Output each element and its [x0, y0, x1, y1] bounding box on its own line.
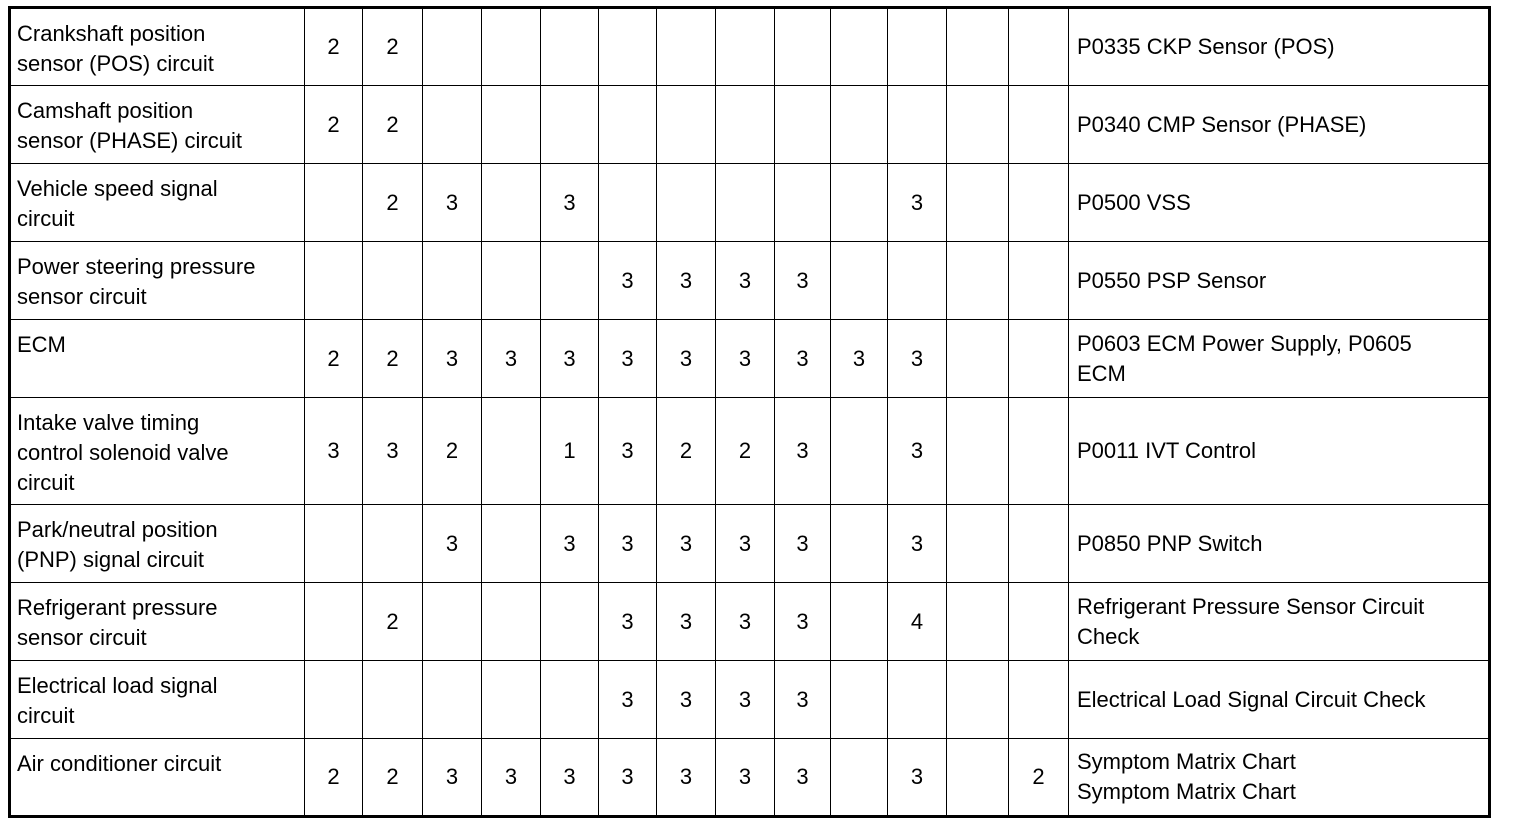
reference-text: P0850 PNP Switch — [1077, 530, 1263, 556]
symptom-cell: 3 — [482, 320, 541, 398]
symptom-cell — [947, 164, 1009, 242]
symptom-cell — [831, 398, 888, 505]
symptom-cell: 3 — [716, 661, 775, 739]
table-row — [10, 86, 1490, 164]
symptom-cell: 1 — [541, 398, 599, 505]
symptom-cell: 3 — [657, 320, 716, 398]
symptom-cell — [947, 8, 1009, 86]
table-row — [10, 8, 1490, 86]
item-cell — [10, 583, 305, 661]
symptom-cell — [947, 661, 1009, 739]
symptom-cell — [305, 583, 363, 661]
symptom-cell: 3 — [831, 320, 888, 398]
symptom-cell: 3 — [716, 739, 775, 817]
symptom-cell — [1009, 398, 1069, 505]
table-row — [10, 164, 1490, 242]
reference-cell — [1069, 164, 1490, 242]
symptom-cell: 3 — [775, 398, 831, 505]
symptom-cell — [541, 583, 599, 661]
symptom-cell — [482, 661, 541, 739]
symptom-cell — [482, 164, 541, 242]
table-row — [10, 242, 1490, 320]
symptom-cell: 2 — [657, 398, 716, 505]
symptom-cell — [888, 242, 947, 320]
symptom-cell — [775, 8, 831, 86]
symptom-cell — [363, 242, 423, 320]
symptom-cell: 3 — [775, 661, 831, 739]
symptom-cell — [947, 320, 1009, 398]
item-text: Refrigerant pressure sensor circuit — [17, 595, 218, 650]
symptom-cell — [305, 661, 363, 739]
item-cell — [10, 242, 305, 320]
item-text: Crankshaft position sensor (POS) circuit — [17, 21, 214, 76]
item-cell — [10, 739, 305, 817]
symptom-cell: 3 — [657, 661, 716, 739]
symptom-cell — [482, 398, 541, 505]
reference-text: P0340 CMP Sensor (PHASE) — [1077, 111, 1367, 137]
reference-cell — [1069, 505, 1490, 583]
table-row — [10, 505, 1490, 583]
symptom-cell: 3 — [423, 164, 482, 242]
symptom-cell — [305, 164, 363, 242]
item-text: Power steering pressure sensor circuit — [17, 254, 256, 309]
symptom-cell — [423, 8, 482, 86]
symptom-cell — [657, 164, 716, 242]
symptom-cell: 3 — [888, 739, 947, 817]
reference-cell — [1069, 739, 1490, 817]
symptom-cell — [716, 8, 775, 86]
symptom-cell — [947, 583, 1009, 661]
symptom-cell: 3 — [599, 242, 657, 320]
symptom-cell — [482, 505, 541, 583]
symptom-cell: 3 — [716, 505, 775, 583]
symptom-cell: 3 — [775, 505, 831, 583]
reference-text: P0603 ECM Power Supply, P0605 ECM — [1077, 330, 1412, 386]
symptom-cell — [831, 8, 888, 86]
symptom-cell — [888, 86, 947, 164]
item-cell — [10, 661, 305, 739]
symptom-cell — [482, 242, 541, 320]
symptom-cell: 2 — [363, 8, 423, 86]
reference-text: P0550 PSP Sensor — [1077, 267, 1267, 293]
item-text: Vehicle speed signal circuit — [17, 176, 218, 231]
symptom-cell — [831, 505, 888, 583]
symptom-cell — [423, 583, 482, 661]
symptom-cell: 3 — [888, 320, 947, 398]
symptom-cell — [599, 164, 657, 242]
symptom-cell: 3 — [657, 505, 716, 583]
symptom-cell: 2 — [305, 320, 363, 398]
item-text: Intake valve timing control solenoid valve circuit — [17, 410, 229, 495]
symptom-cell — [482, 583, 541, 661]
symptom-cell: 3 — [541, 505, 599, 583]
symptom-cell: 3 — [775, 320, 831, 398]
symptom-cell: 3 — [363, 398, 423, 505]
reference-text: P0011 IVT Control — [1077, 438, 1256, 463]
reference-cell — [1069, 661, 1490, 739]
reference-text: P0335 CKP Sensor (POS) — [1077, 34, 1335, 59]
symptom-cell — [363, 505, 423, 583]
symptom-cell: 3 — [541, 164, 599, 242]
symptom-cell: 3 — [888, 398, 947, 505]
symptom-cell: 3 — [599, 739, 657, 817]
symptom-cell — [305, 505, 363, 583]
table-row — [10, 661, 1490, 739]
symptom-cell — [1009, 8, 1069, 86]
item-text: Electrical load signal circuit — [17, 673, 218, 728]
symptom-cell: 2 — [363, 583, 423, 661]
symptom-cell: 3 — [599, 398, 657, 505]
symptom-cell: 3 — [775, 583, 831, 661]
table-row — [10, 398, 1490, 505]
matrix-body — [10, 8, 1490, 817]
reference-text: Refrigerant Pressure Sensor Circuit Check — [1077, 593, 1425, 649]
item-text: Air conditioner circuit — [17, 751, 222, 776]
reference-text: Symptom Matrix Chart Symptom Matrix Chart — [1077, 749, 1296, 804]
symptom-cell — [541, 661, 599, 739]
symptom-cell: 3 — [541, 320, 599, 398]
symptom-cell: 3 — [599, 320, 657, 398]
reference-text: P0500 VSS — [1077, 189, 1191, 215]
symptom-cell: 4 — [888, 583, 947, 661]
symptom-cell — [599, 86, 657, 164]
item-cell — [10, 8, 305, 86]
symptom-cell: 3 — [599, 505, 657, 583]
symptom-cell: 3 — [716, 583, 775, 661]
reference-text: Electrical Load Signal Circuit Check — [1077, 686, 1426, 712]
symptom-cell: 3 — [599, 661, 657, 739]
symptom-cell: 2 — [363, 739, 423, 817]
table-row — [10, 320, 1490, 398]
symptom-cell: 3 — [716, 320, 775, 398]
symptom-cell: 3 — [599, 583, 657, 661]
symptom-cell: 2 — [305, 8, 363, 86]
symptom-cell — [541, 86, 599, 164]
symptom-cell — [775, 164, 831, 242]
symptom-cell — [831, 661, 888, 739]
symptom-cell — [657, 86, 716, 164]
symptom-cell: 3 — [775, 739, 831, 817]
symptom-cell: 3 — [657, 583, 716, 661]
symptom-cell: 2 — [363, 86, 423, 164]
symptom-cell — [305, 242, 363, 320]
symptom-cell — [1009, 661, 1069, 739]
symptom-cell — [947, 242, 1009, 320]
symptom-cell: 2 — [305, 86, 363, 164]
symptom-cell — [1009, 242, 1069, 320]
symptom-cell: 3 — [305, 398, 363, 505]
table-row — [10, 583, 1490, 661]
symptom-cell — [888, 8, 947, 86]
symptom-cell — [541, 242, 599, 320]
symptom-cell — [831, 86, 888, 164]
symptom-cell — [947, 505, 1009, 583]
item-text: Camshaft position sensor (PHASE) circuit — [17, 98, 242, 153]
symptom-cell: 3 — [423, 739, 482, 817]
symptom-cell: 3 — [657, 739, 716, 817]
symptom-cell — [1009, 164, 1069, 242]
symptom-cell: 3 — [541, 739, 599, 817]
symptom-cell: 3 — [888, 164, 947, 242]
symptom-cell: 3 — [888, 505, 947, 583]
item-cell — [10, 164, 305, 242]
symptom-cell — [423, 86, 482, 164]
symptom-cell — [888, 661, 947, 739]
symptom-cell: 3 — [482, 739, 541, 817]
symptom-cell — [1009, 505, 1069, 583]
symptom-cell — [1009, 583, 1069, 661]
symptom-cell — [831, 242, 888, 320]
reference-cell — [1069, 8, 1490, 86]
symptom-cell: 3 — [775, 242, 831, 320]
symptom-cell: 3 — [657, 242, 716, 320]
symptom-cell — [423, 661, 482, 739]
symptom-cell — [1009, 86, 1069, 164]
symptom-cell — [947, 739, 1009, 817]
symptom-cell: 2 — [423, 398, 482, 505]
symptom-cell: 2 — [363, 164, 423, 242]
item-cell — [10, 398, 305, 505]
item-cell — [10, 86, 305, 164]
symptom-cell — [716, 164, 775, 242]
symptom-cell — [831, 164, 888, 242]
reference-cell — [1069, 398, 1490, 505]
item-text: ECM — [17, 332, 66, 357]
symptom-cell — [775, 86, 831, 164]
symptom-cell: 2 — [716, 398, 775, 505]
item-cell — [10, 320, 305, 398]
symptom-cell — [482, 8, 541, 86]
symptom-cell — [423, 242, 482, 320]
reference-cell — [1069, 86, 1490, 164]
item-text: Park/neutral position (PNP) signal circuit — [17, 517, 218, 572]
symptom-cell — [1009, 320, 1069, 398]
symptom-cell: 3 — [423, 320, 482, 398]
item-cell — [10, 505, 305, 583]
symptom-cell: 2 — [305, 739, 363, 817]
symptom-cell: 2 — [1009, 739, 1069, 817]
symptom-matrix-table — [8, 6, 1491, 818]
symptom-cell: 3 — [716, 242, 775, 320]
symptom-cell — [831, 739, 888, 817]
symptom-cell — [363, 661, 423, 739]
symptom-cell: 3 — [423, 505, 482, 583]
symptom-cell: 2 — [363, 320, 423, 398]
reference-cell — [1069, 320, 1490, 398]
reference-cell — [1069, 242, 1490, 320]
symptom-cell — [482, 86, 541, 164]
reference-cell — [1069, 583, 1490, 661]
symptom-cell — [947, 86, 1009, 164]
symptom-cell — [541, 8, 599, 86]
symptom-cell — [657, 8, 716, 86]
symptom-cell — [831, 583, 888, 661]
symptom-cell — [947, 398, 1009, 505]
symptom-cell — [599, 8, 657, 86]
table-row — [10, 739, 1490, 817]
symptom-cell — [716, 86, 775, 164]
